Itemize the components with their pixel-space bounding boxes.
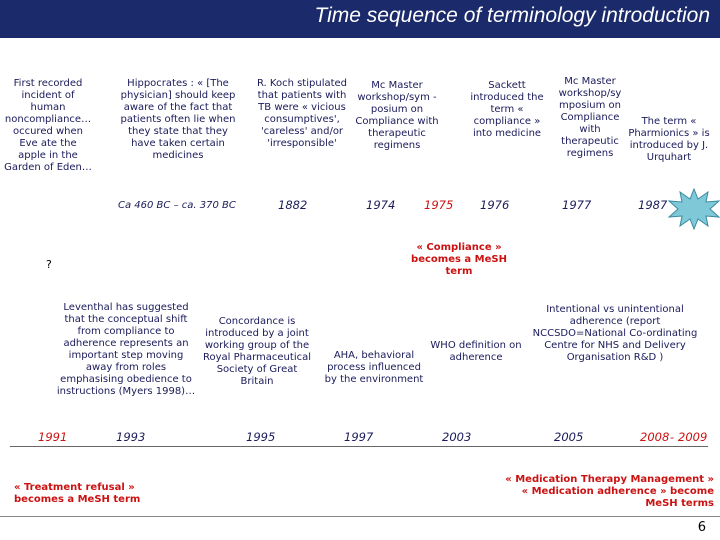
date-2008: 2008 <box>640 430 670 444</box>
timeline-axis <box>10 446 708 447</box>
date-1974: 1974 <box>366 198 396 212</box>
date-1991: 1991 <box>38 430 68 444</box>
starburst-icon <box>668 188 720 230</box>
date-1993: 1993 <box>116 430 146 444</box>
date-2003: 2003 <box>442 430 472 444</box>
date-1976: 1976 <box>480 198 510 212</box>
medication-terms-note: « Medication Therapy Management » « Medication adherence » become MeSH terms <box>505 474 714 509</box>
event-intentional: Intentional vs unintentional adherence (report NCCSDO=National Co-ordinating Centre for NHS and Delivery Organisation R&D ) <box>532 304 698 363</box>
date-1977: 1977 <box>562 198 592 212</box>
event-who: WHO definition on adherence <box>430 340 522 363</box>
event-mcmaster-1977: Mc Master workshop/sy mposium on Compliance with therapeutic regimens <box>558 76 622 159</box>
event-leventhal: Leventhal has suggested that the conceptual shift from compliance to adherence represents an important step moving away from roles emphasising obedience to instructions (Myers 1998)… <box>56 302 196 397</box>
event-koch: R. Koch stipulated that patients with TB were « vicious consumptives', 'careless' and/or 'irresponsible' <box>256 78 348 149</box>
title-bar <box>0 0 720 38</box>
event-sackett: Sackett introduced the term « compliance » into medicine <box>470 80 544 139</box>
event-concordance: Concordance is introduced by a joint working group of the Royal Pharmaceutical Society of Great Britain <box>202 316 311 387</box>
date-hippocrates: Ca 460 BC – ca. 370 BC <box>118 200 236 211</box>
date-1997: 1997 <box>344 430 374 444</box>
page-number: 6 <box>697 520 706 535</box>
date-1882: 1882 <box>278 198 308 212</box>
slide-title: Time sequence of terminology introduction <box>314 4 710 27</box>
event-hippocrates: Hippocrates : « [The physician] should keep aware of the fact that patients often lie when they state that they have taken certain medicines <box>120 78 236 161</box>
event-urquhart: The term « Pharmionics » is introduced by J. Urquhart <box>628 116 710 163</box>
date-dash: - <box>670 430 675 444</box>
event-mcmaster-1974: Mc Master workshop/sym -posium on Compliance with therapeutic regimens <box>355 80 439 151</box>
date-2009: 2009 <box>678 430 708 444</box>
date-1995: 1995 <box>246 430 276 444</box>
date-1987: 1987 <box>638 198 668 212</box>
date-2005: 2005 <box>554 430 584 444</box>
mesh-compliance-note: « Compliance » becomes a MeSH term <box>411 242 507 277</box>
treatment-refusal-note: « Treatment refusal » becomes a MeSH term <box>14 482 141 505</box>
footer-line <box>0 516 720 517</box>
event-eden: First recorded incident of human noncompliance… occured when Eve ate the apple in the Garden of Eden… <box>4 78 92 173</box>
event-aha: AHA, behavioral process influenced by the environment <box>324 350 424 385</box>
question-mark: ? <box>46 258 52 271</box>
date-1975: 1975 <box>424 198 454 212</box>
